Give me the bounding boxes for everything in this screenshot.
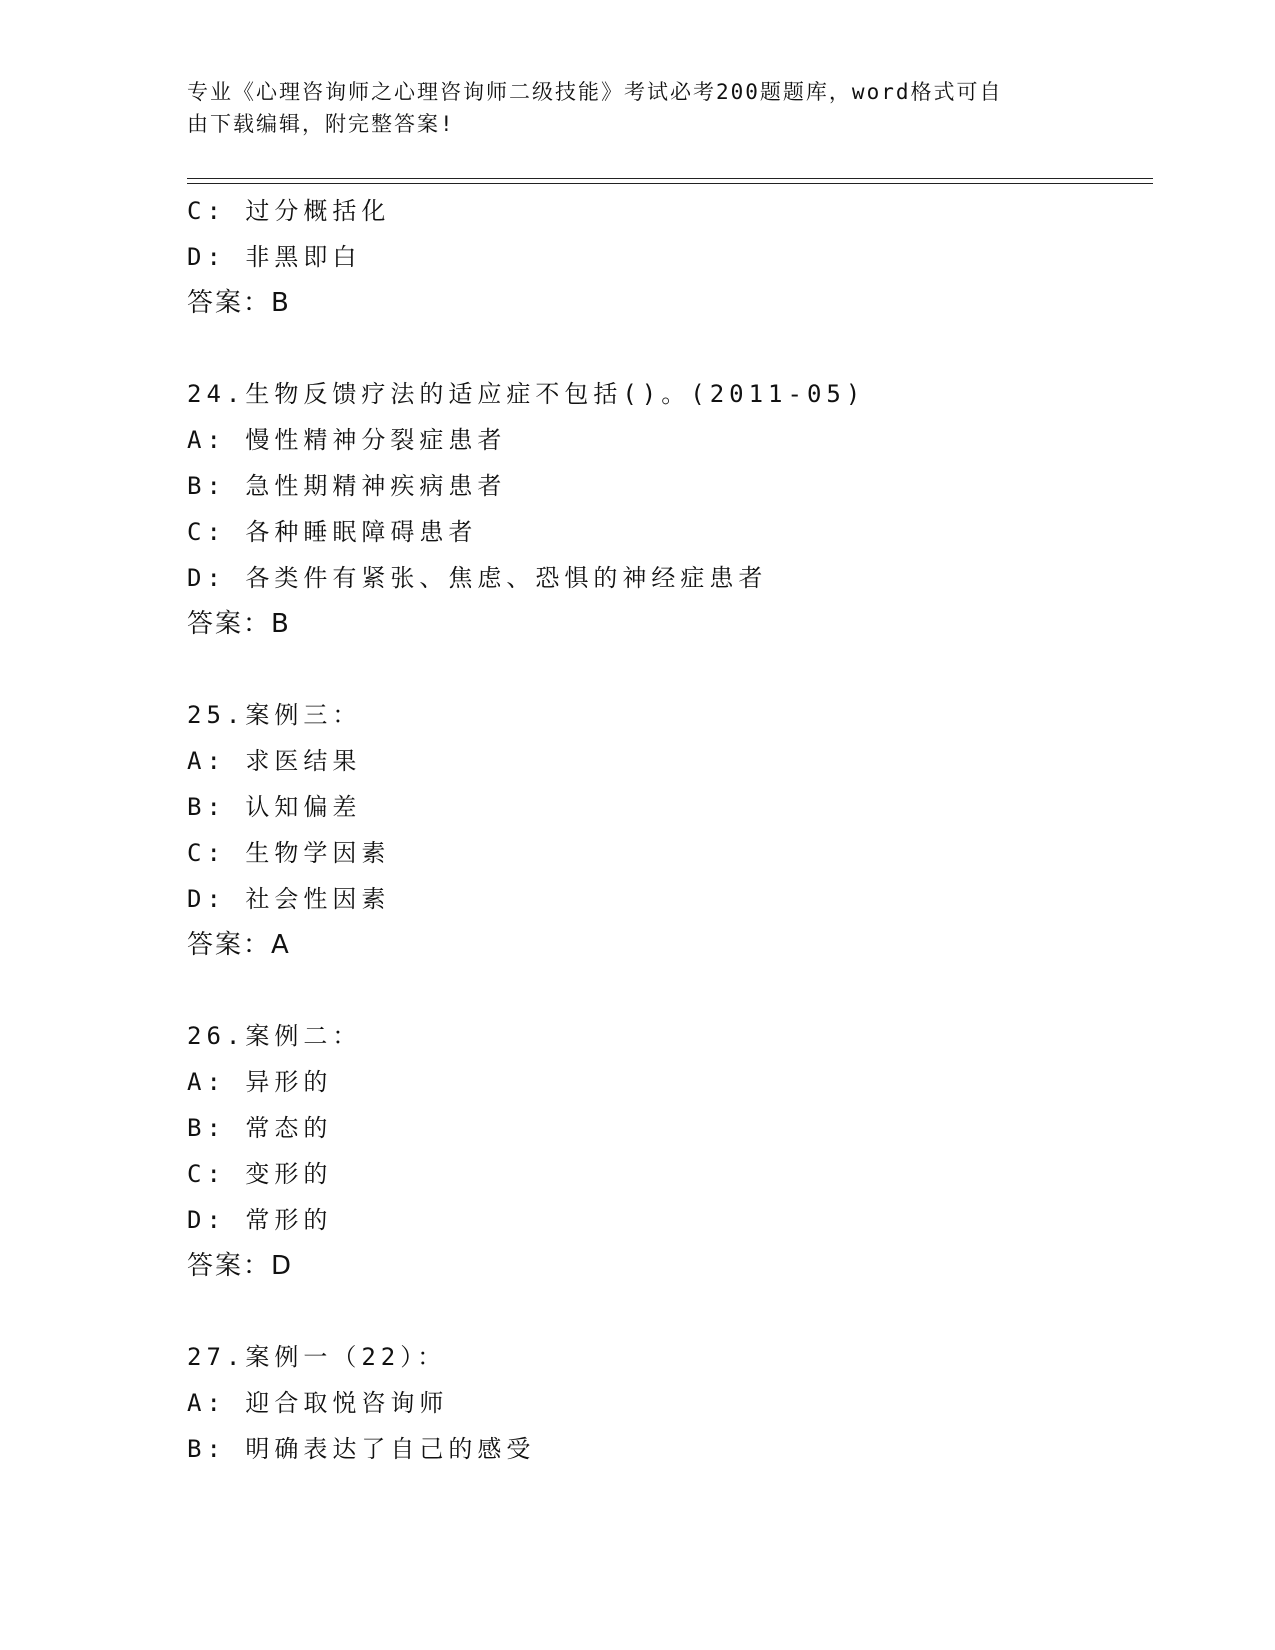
option-b: B: 急性期精神疾病患者 bbox=[187, 472, 507, 500]
answer-label: 答案：B bbox=[187, 609, 291, 639]
option-b: B: 明确表达了自己的感受 bbox=[187, 1435, 536, 1463]
answer-label: 答案：D bbox=[187, 1251, 294, 1281]
header-divider-top bbox=[187, 178, 1153, 179]
option-d: D: 各类件有紧张、焦虑、恐惧的神经症患者 bbox=[187, 564, 768, 592]
option-a: A: 慢性精神分裂症患者 bbox=[187, 426, 507, 454]
option-a: A: 异形的 bbox=[187, 1068, 333, 1096]
question-spacer bbox=[187, 1289, 1153, 1334]
option-b: B: 认知偏差 bbox=[187, 793, 362, 821]
question-stem: 24.生物反馈疗法的适应症不包括()。(2011-05) bbox=[187, 380, 866, 408]
answer-label: 答案：A bbox=[187, 930, 291, 960]
option-d: D: 非黑即白 bbox=[187, 243, 362, 271]
question-stem: 25.案例三： bbox=[187, 701, 362, 729]
option-c: C: 过分概括化 bbox=[187, 197, 391, 225]
question-24 bbox=[187, 371, 1153, 647]
option-b: B: 常态的 bbox=[187, 1114, 333, 1142]
question-26 bbox=[187, 1013, 1153, 1289]
header-divider-bottom bbox=[187, 183, 1153, 184]
question-stem: 27.案例一（22）： bbox=[187, 1343, 447, 1371]
question-25 bbox=[187, 692, 1153, 968]
option-a: A: 求医结果 bbox=[187, 747, 362, 775]
question-stem: 26.案例二： bbox=[187, 1022, 362, 1050]
question-27 bbox=[187, 1334, 1153, 1472]
question-spacer bbox=[187, 326, 1153, 371]
partial-question bbox=[187, 188, 1153, 326]
option-c: C: 变形的 bbox=[187, 1160, 333, 1188]
option-c: C: 各种睡眠障碍患者 bbox=[187, 518, 478, 546]
header-line-1: 专业《心理咨询师之心理咨询师二级技能》考试必考200题题库，word格式可自 bbox=[187, 80, 1003, 104]
document-header bbox=[187, 76, 1067, 140]
header-line-2: 由下载编辑，附完整答案! bbox=[187, 112, 455, 136]
answer-label: 答案：B bbox=[187, 288, 291, 318]
question-list bbox=[187, 188, 1153, 1472]
option-d: D: 常形的 bbox=[187, 1206, 333, 1234]
question-spacer bbox=[187, 968, 1153, 1013]
option-a: A: 迎合取悦咨询师 bbox=[187, 1389, 449, 1417]
option-c: C: 生物学因素 bbox=[187, 839, 391, 867]
question-spacer bbox=[187, 647, 1153, 692]
option-d: D: 社会性因素 bbox=[187, 885, 391, 913]
